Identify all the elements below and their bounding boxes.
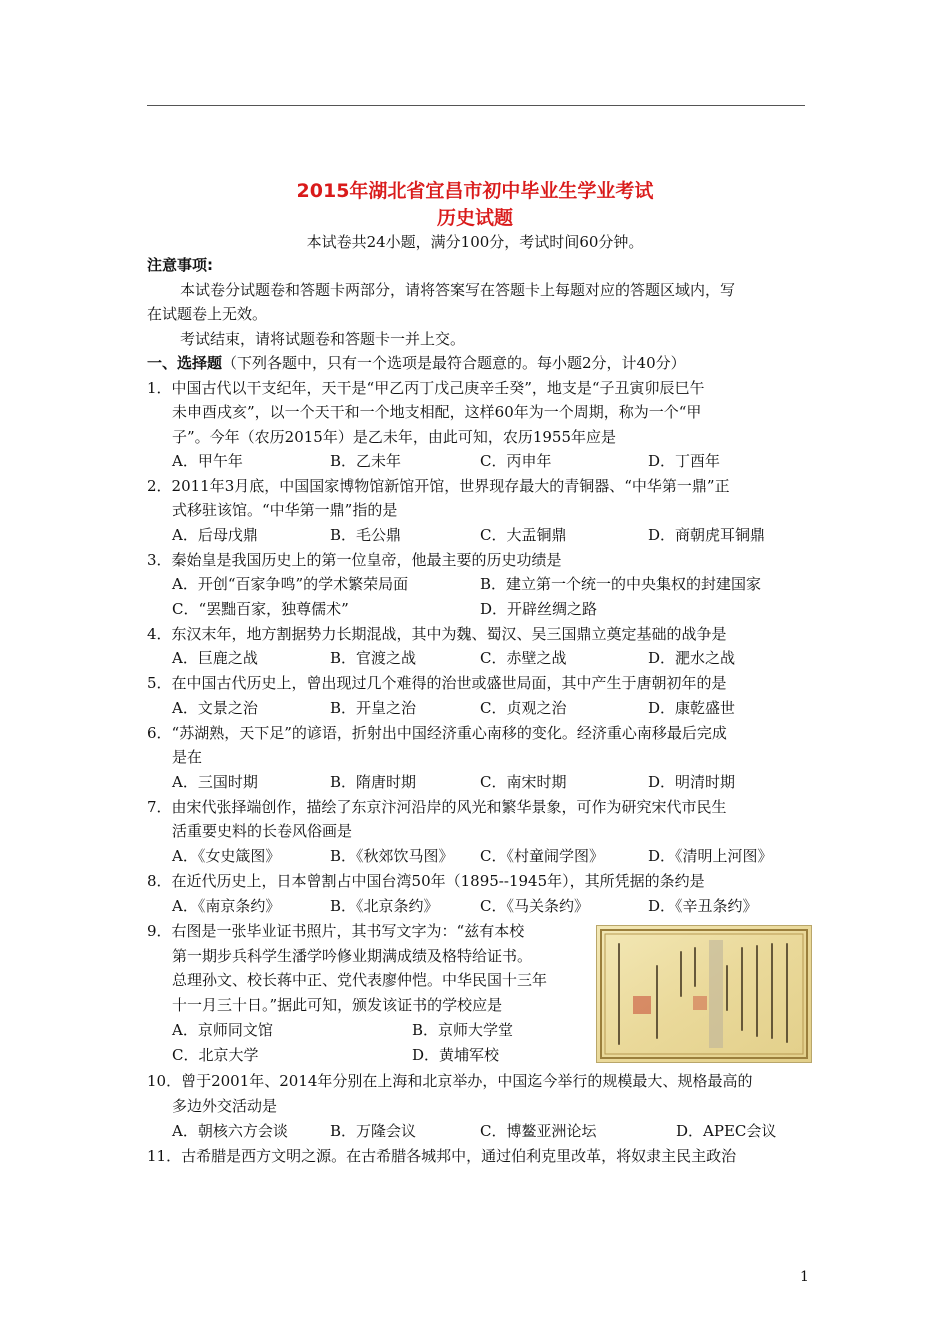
option: C．“罢黜百家，独尊儒术” [172, 600, 349, 618]
option: D．开辟丝绸之路 [480, 600, 598, 618]
question-3-line-1: 3．秦始皇是我国历史上的第一位皇帝，他最主要的历史功绩是 [147, 551, 562, 569]
option: A．甲午年 [172, 452, 243, 470]
section-heading [147, 353, 686, 373]
exam-title: 2015年湖北省宜昌市初中毕业生学业考试 [296, 180, 654, 202]
option: D．丁酉年 [648, 452, 721, 470]
option: C．北京大学 [172, 1046, 259, 1064]
exam-info: 本试卷共24小题，满分100分，考试时间60分钟。 [306, 233, 644, 251]
notice-heading: 注意事项: [147, 256, 213, 274]
certificate-photo [596, 925, 812, 1063]
option: A．巨鹿之战 [172, 649, 258, 667]
question-1-line-1: 1．中国古代以干支纪年，天干是“甲乙丙丁戊己庚辛壬癸”，地支是“子丑寅卯辰巳午 [147, 379, 705, 397]
option: D．APEC会议 [676, 1122, 777, 1140]
question-6-line-1: 6．“苏湖熟，天下足”的谚语，折射出中国经济重心南移的变化。经济重心南移最后完成 [147, 724, 727, 742]
option: A．开创“百家争鸣”的学术繁荣局面 [172, 575, 409, 593]
option: D．明清时期 [648, 773, 736, 791]
question-9-line-3: 总理孙文、校长蒋中正、党代表廖仲恺。中华民国十三年 [172, 971, 548, 989]
question-7-line-1: 7．由宋代张择端创作，描绘了东京汴河沿岸的风光和繁华景象，可作为研究宋代市民生 [147, 798, 727, 816]
option: B．开皇之治 [330, 699, 417, 717]
option: B．乙未年 [330, 452, 402, 470]
question-9-line-2: 第一期步兵科学生潘学吟修业期满成绩及格特给证书。 [172, 947, 533, 965]
option: D．《清明上河图》 [648, 847, 773, 865]
notice-text-1b: 在试题卷上无效。 [147, 305, 268, 323]
page-number: 1 [800, 1269, 809, 1285]
question-7-line-2: 活重要史料的长卷风俗画是 [172, 822, 353, 840]
option: D．康乾盛世 [648, 699, 736, 717]
option: D．淝水之战 [648, 649, 736, 667]
question-2-line-1: 2．2011年3月底，中国国家博物馆新馆开馆，世界现存最大的青铜器、“中华第一鼎”正 [147, 477, 730, 495]
exam-subject-title: 历史试题 [436, 207, 513, 229]
option: C．南宋时期 [480, 773, 567, 791]
question-9-line-1: 9．右图是一张毕业证书照片，其书写文字为：“兹有本校 [147, 922, 525, 940]
option: B．京师大学堂 [412, 1021, 514, 1039]
option: B．万隆会议 [330, 1122, 417, 1140]
question-1-line-2: 未申酉戌亥”，以一个天干和一个地支相配，这样60年为一个周期，称为一个“甲 [172, 403, 702, 421]
option: A．后母戊鼎 [172, 526, 258, 544]
option: A．《南京条约》 [172, 897, 281, 915]
option: B．官渡之战 [330, 649, 417, 667]
option: C．大盂铜鼎 [480, 526, 567, 544]
question-1-line-3: 子”。今年（农历2015年）是乙未年，由此可知，农历1955年应是 [172, 428, 617, 446]
question-8-line-1: 8．在近代历史上，日本曾割占中国台湾50年（1895--1945年），其所凭据的条约是 [147, 872, 705, 890]
option: D．《辛丑条约》 [648, 897, 758, 915]
question-6-line-2: 是在 [172, 748, 203, 766]
option: B．隋唐时期 [330, 773, 417, 791]
option: A．《女史箴图》 [172, 847, 281, 865]
question-11-line-1: 11．古希腊是西方文明之源。在古希腊各城邦中，通过伯利克里改革，将奴隶主民主政治 [147, 1147, 737, 1165]
option: A．三国时期 [172, 773, 258, 791]
option: C．《马关条约》 [480, 897, 589, 915]
option: B．《北京条约》 [330, 897, 439, 915]
notice-text-1: 本试卷分试题卷和答题卡两部分，请将答案写在答题卡上每题对应的答题区域内，写 [180, 281, 736, 299]
section-desc: （下列各题中，只有一个选项是最符合题意的。每小题2分，计40分） [222, 354, 686, 372]
question-10-line-2: 多边外交活动是 [172, 1097, 278, 1115]
option: C．赤壁之战 [480, 649, 567, 667]
question-10-line-1: 10．曾于2001年、2014年分别在上海和北京举办，中国迄今举行的规模最大、规格最高的 [147, 1072, 753, 1090]
question-4-line-1: 4．东汉末年，地方割据势力长期混战，其中为魏、蜀汉、吴三国鼎立奠定基础的战争是 [147, 625, 727, 643]
section-label: 一、选择题 [147, 354, 223, 372]
option: B．《秋郊饮马图》 [330, 847, 454, 865]
option: C．丙申年 [480, 452, 552, 470]
question-9-line-4: 十一月三十日。”据此可知，颁发该证书的学校应是 [172, 996, 503, 1014]
option: D．商朝虎耳铜鼎 [648, 526, 766, 544]
option: C．博鳌亚洲论坛 [480, 1122, 597, 1140]
option: D．黄埔军校 [412, 1046, 500, 1064]
question-2-line-2: 式移驻该馆。“中华第一鼎”指的是 [172, 501, 398, 519]
option: C．贞观之治 [480, 699, 567, 717]
question-5-line-1: 5．在中国古代历史上，曾出现过几个难得的治世或盛世局面，其中产生于唐朝初年的是 [147, 674, 727, 692]
header-rule [147, 105, 805, 106]
option: C．《村童闹学图》 [480, 847, 604, 865]
notice-text-2: 考试结束，请将试题卷和答题卡一并上交。 [180, 330, 466, 348]
option: B．建立第一个统一的中央集权的封建国家 [480, 575, 762, 593]
option: B．毛公鼎 [330, 526, 402, 544]
option: A．朝核六方会谈 [172, 1122, 288, 1140]
option: A．文景之治 [172, 699, 258, 717]
option: A．京师同文馆 [172, 1021, 273, 1039]
